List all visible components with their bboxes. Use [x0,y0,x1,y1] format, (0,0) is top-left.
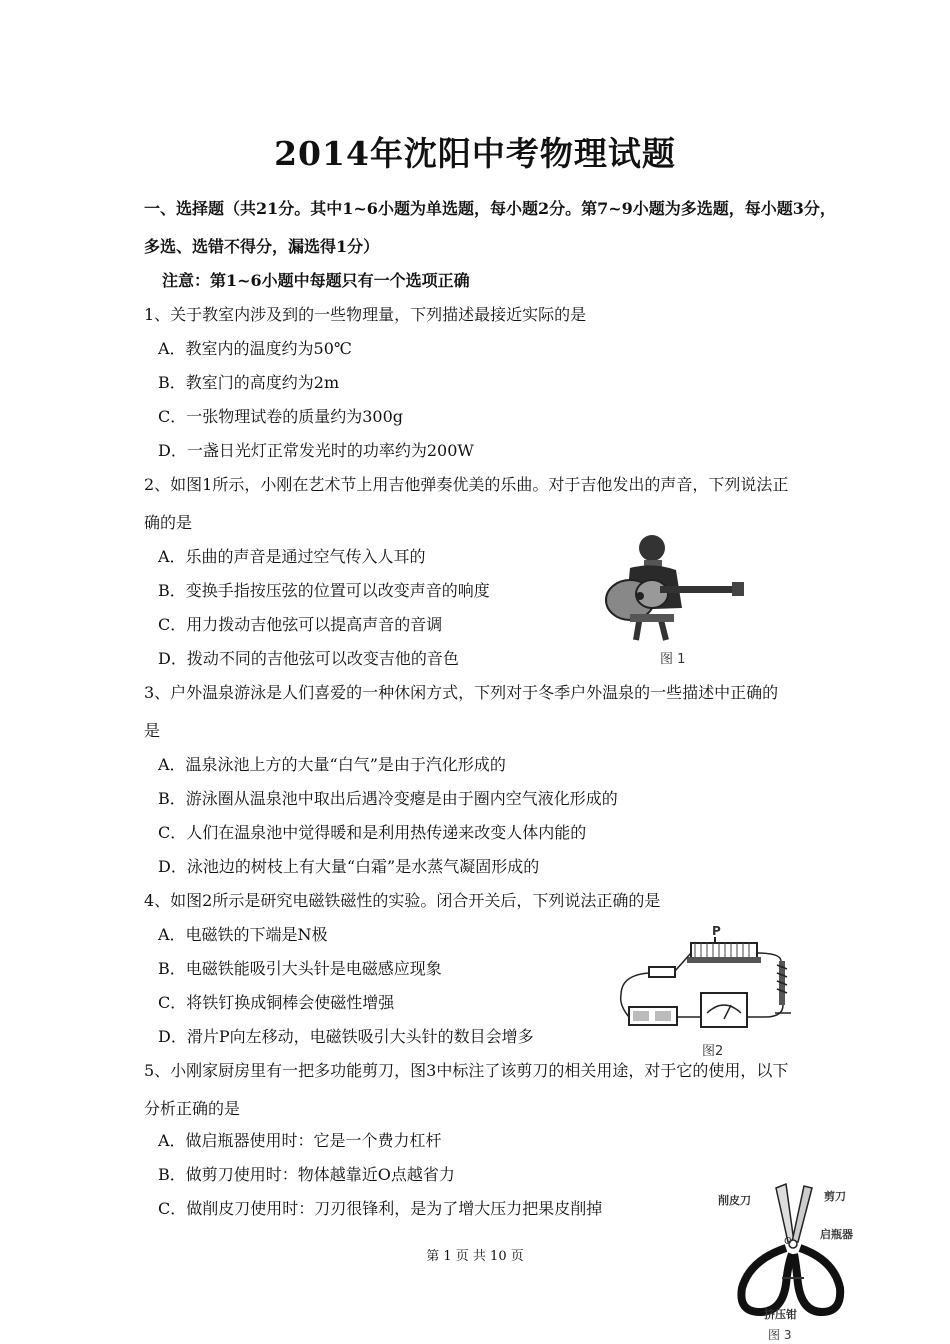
question-5-stem-line2: 分析正确的是 [144,1099,241,1118]
figure-3-label-scissors: 剪刀 [824,1190,846,1203]
page-footer: 第 1 页 共 10 页 [426,1249,524,1264]
question-4-option-b: B．电磁铁能吸引大头针是电磁感应现象 [158,959,442,978]
question-2-stem-line1: 2、如图1所示，小刚在艺术节上用吉他弹奏优美的乐曲。对于吉他发出的声音，下列说法正 [144,475,789,494]
figure-3-label-opener: 启瓶器 [820,1228,853,1241]
figure-2-electromagnet-circuit [615,925,805,1040]
question-2-option-b: B．变换手指按压弦的位置可以改变声音的响度 [158,581,490,600]
section-heading-line1: 一、选择题（共21分。其中1~6小题为单选题，每小题2分。第7~9小题为多选题，每小题3分， [144,199,836,218]
question-1-option-d: D．一盏日光灯正常发光时的功率约为200W [158,441,474,460]
section-note: 注意：第1~6小题中每题只有一个选项正确 [162,271,470,290]
question-3-option-b: B．游泳圈从温泉池中取出后遇冷变瘪是由于圈内空气液化形成的 [158,789,618,808]
question-4-option-c: C．将铁钉换成铜棒会使磁性增强 [158,993,395,1012]
figure-3-label-pivot: O [784,1236,792,1247]
question-4-option-d: D．滑片P向左移动，电磁铁吸引大头针的数目会增多 [158,1027,534,1046]
figure-2-slider-label: P [712,924,721,938]
figure-3-label-peeler: 削皮刀 [718,1194,751,1207]
page-title: 2014年沈阳中考物理试题 [274,134,676,173]
question-1-option-c: C．一张物理试卷的质量约为300g [158,407,404,426]
figure-1-caption: 图 1 [660,652,686,667]
question-1-option-a: A．教室内的温度约为50℃ [158,339,352,358]
figure-1-guitar-player [600,530,750,650]
question-2-option-a: A．乐曲的声音是通过空气传入人耳的 [158,547,426,566]
figure-3-label-squeezer: 挤压钳 [764,1308,797,1321]
question-5-option-b: B．做剪刀使用时：物体越靠近O点越省力 [158,1165,455,1184]
question-2-option-c: C．用力拨动吉他弦可以提高声音的音调 [158,615,443,634]
figure-2-caption: 图2 [702,1044,724,1059]
question-3-stem-line2: 是 [144,721,161,740]
question-5-option-a: A．做启瓶器使用时：它是一个费力杠杆 [158,1131,442,1150]
question-4-option-a: A．电磁铁的下端是N极 [158,925,328,944]
question-5-stem-line1: 5、小刚家厨房里有一把多功能剪刀，图3中标注了该剪刀的相关用途，对于它的使用，以下 [144,1061,789,1080]
question-3-option-c: C．人们在温泉池中觉得暖和是利用热传递来改变人体内能的 [158,823,587,842]
section-heading-line2: 多选、选错不得分，漏选得1分） [144,237,380,256]
question-2-option-d: D．拨动不同的吉他弦可以改变吉他的音色 [158,649,459,668]
question-1-stem: 1、关于教室内涉及到的一些物理量，下列描述最接近实际的是 [144,305,587,324]
question-4-stem: 4、如图2所示是研究电磁铁磁性的实验。闭合开关后，下列说法正确的是 [144,891,661,910]
question-1-option-b: B．教室门的高度约为2m [158,373,340,392]
question-2-stem-line2: 确的是 [144,513,193,532]
question-3-stem-line1: 3、户外温泉游泳是人们喜爱的一种休闲方式，下列对于冬季户外温泉的一些描述中正确的 [144,683,779,702]
question-5-option-c: C．做削皮刀使用时：刀刃很锋利，是为了增大压力把果皮削掉 [158,1199,603,1218]
question-3-option-d: D．泳池边的树枝上有大量“白霜”是水蒸气凝固形成的 [158,857,540,876]
figure-3-caption: 图 3 [768,1328,792,1342]
question-3-option-a: A．温泉泳池上方的大量“白气”是由于汽化形成的 [158,755,506,774]
